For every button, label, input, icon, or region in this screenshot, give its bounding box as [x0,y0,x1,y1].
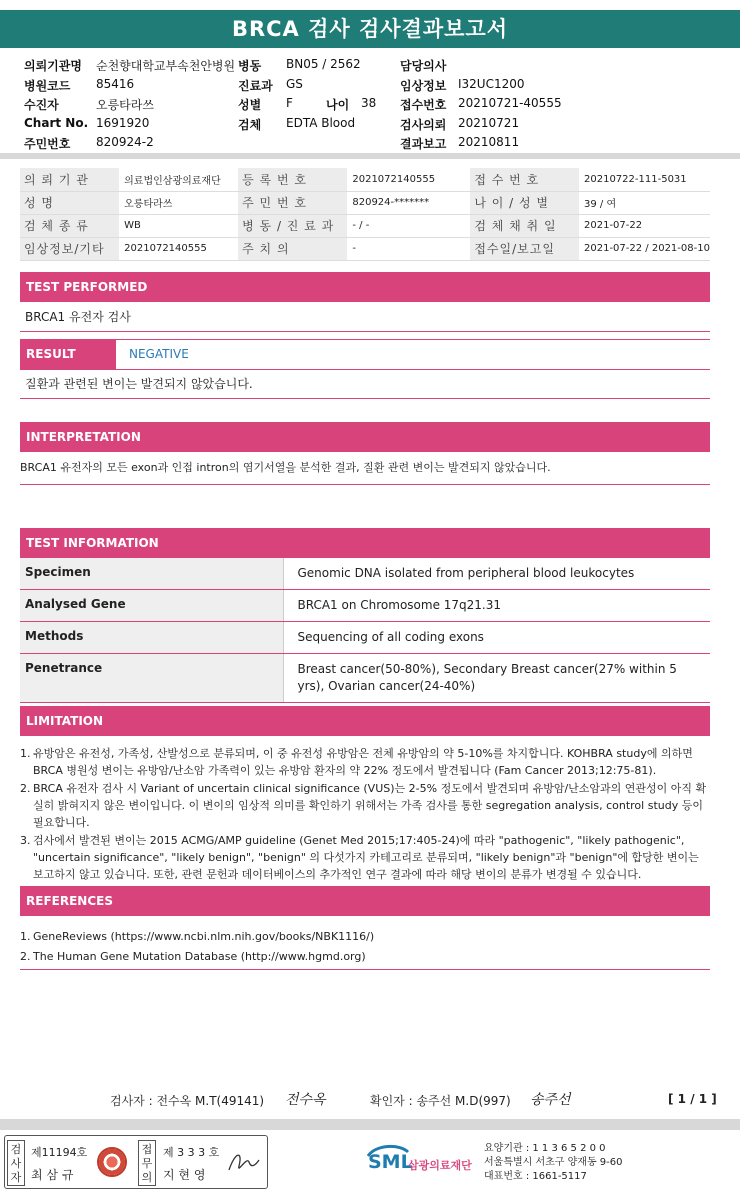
test-info-label: Methods [20,622,283,654]
box2-name: 지 현 영 [163,1168,206,1182]
header-value: 20210811 [458,135,520,149]
test-performed-text: BRCA1 유전자 검사 [25,310,131,324]
header-value: BN05 / 2562 [286,57,361,71]
result-value: NEGATIVE [129,347,189,361]
header-label: 검체 [238,118,262,132]
patient-field-value: 오릉타라쓰 [119,191,238,214]
header-value: F [286,96,293,110]
organization-name: 삼광의료재단 [408,1159,472,1172]
patient-info-row [20,168,710,191]
tester-info: 검사자 : 전수옥 M.T(49141) [110,1094,265,1108]
header-value: I32UC1200 [458,77,525,91]
limitation-number: 2. [20,782,31,795]
header-label: 접수번호 [400,98,447,112]
header-label: 임상정보 [400,79,447,93]
patient-field-value: - / - [347,214,470,237]
signature-icon [225,1148,261,1178]
reference-number: 1. [20,930,31,943]
test-information-heading: TEST INFORMATION [20,528,710,558]
patient-field-label: 주 민 번 호 [238,191,347,214]
report-title: BRCA 검사 검사결과보고서 [0,10,740,48]
header-label: 병동 [238,59,262,73]
result-text: 질환과 관련된 변이는 발견되지 않았습니다. [25,377,253,391]
divider [20,969,710,970]
certification-box [4,1135,268,1189]
patient-field-value: 2021072140555 [119,237,238,260]
test-information-table [20,558,710,703]
header-value: 85416 [96,77,135,91]
patient-field-value: 의료법인삼광의료재단 [119,168,238,191]
header-label: 의뢰기관명 [24,59,82,73]
patient-field-label: 주 치 의 [238,237,347,260]
test-info-label: Specimen [20,558,283,590]
test-info-value: Genomic DNA isolated from peripheral blood leukocytes [283,558,710,590]
header-value: 1691920 [96,116,150,130]
patient-field-label: 검 체 채 취 일 [470,214,579,237]
limitation-number: 3. [20,834,31,847]
header-label: 검사의뢰 [400,118,447,132]
reviewer-signature: 송주선 [530,1092,571,1108]
patient-info-row [20,214,710,237]
header-value: 20210721-40555 [458,96,562,110]
limitation-heading: LIMITATION [20,706,710,736]
box1-number: 제11194호 [31,1146,88,1159]
institution-phone: 대표번호 : 1661-5117 [484,1171,587,1182]
header-label: 주민번호 [24,137,71,151]
header-value: EDTA Blood [286,116,356,130]
divider [20,369,710,370]
reviewer-info: 확인자 : 송주선 M.D(997) [370,1094,511,1108]
header-label: 진료과 [238,79,273,93]
patient-info-row [20,191,710,214]
patient-field-value: 2021-07-22 [579,214,710,237]
header-label: 병원코드 [24,79,71,93]
patient-field-value: WB [119,214,238,237]
divider [20,331,710,332]
header-value: GS [286,77,303,91]
patient-field-label: 병 동 / 진 료 과 [238,214,347,237]
institution-code: 요양기관 : 1 1 3 6 5 2 0 0 [484,1143,606,1154]
box2-label: 접무의 [138,1140,156,1186]
limitation-item [20,832,710,883]
limitation-item [20,780,710,831]
patient-field-label: 접 수 번 호 [470,168,579,191]
patient-field-label: 등 록 번 호 [238,168,347,191]
header-label: Chart No. [24,116,89,130]
box2-number: 제 3 3 3 호 [163,1146,220,1159]
header-value: 순천향대학교부속천안병원 [96,59,236,73]
header-value: 20210721 [458,116,520,130]
test-info-label: Analysed Gene [20,590,283,622]
test-info-row [20,622,710,654]
references-list [20,927,710,967]
patient-field-value: 20210722-111-5031 [579,168,710,191]
patient-field-value: 39 / 여 [579,191,710,214]
header-value: 오릉타라쓰 [96,98,154,112]
official-seal-icon [97,1147,127,1177]
header-label: 결과보고 [400,137,447,151]
patient-field-label: 의 뢰 기 관 [20,168,119,191]
patient-field-value: 820924-******* [347,191,470,214]
limitation-text: BRCA 유전자 검사 시 Variant of uncertain clinical significance (VUS)는 2-5% 정도에서 발견되며 유방암/난소암과의 연관성이 아직 확실히 밝혀지지 않은 변이입니다. 이 변이의 임상적 의미를 확인하기 위해서는 가족 검사를 통한 segregation analysis, control study 등이 필요합니다. [33,782,707,829]
footer-divider [0,1119,740,1130]
limitation-item [20,745,710,779]
test-info-value: Breast cancer(50-80%), Secondary Breast cancer(27% within 5 yrs), Ovarian cancer(24-40%) [283,654,710,703]
result-heading: RESULT [20,340,116,369]
test-performed-heading: TEST PERFORMED [20,272,710,302]
patient-field-value: 2021-07-22 / 2021-08-10 [579,237,710,260]
reference-item [20,927,710,947]
reference-text: The Human Gene Mutation Database (http://www.hgmd.org) [33,950,366,963]
limitation-list [20,745,710,884]
box1-label: 검사자 [7,1140,25,1186]
patient-info-table [20,168,710,261]
institution-info [484,1142,623,1184]
divider [20,484,710,485]
interpretation-heading: INTERPRETATION [20,422,710,452]
tester-signature: 전수옥 [285,1092,326,1108]
result-row [20,339,710,369]
age-label: 나이 [326,98,350,112]
header-value: 820924-2 [96,135,154,149]
reference-text: GeneReviews (https://www.ncbi.nlm.nih.gov/books/NBK1116/) [33,930,375,943]
reference-number: 2. [20,950,31,963]
test-info-row [20,654,710,703]
header-label: 수진자 [24,98,59,112]
patient-field-label: 나 이 / 성 별 [470,191,579,214]
test-info-row [20,590,710,622]
patient-field-label: 접수일/보고일 [470,237,579,260]
age-value: 38 [361,96,377,110]
patient-info-row [20,237,710,260]
box1-name: 최 삼 규 [31,1168,74,1182]
divider [20,398,710,399]
test-info-row [20,558,710,590]
patient-field-label: 임상정보/기타 [20,237,119,260]
test-info-value: Sequencing of all coding exons [283,622,710,654]
patient-field-label: 검 체 종 류 [20,214,119,237]
header-label: 성별 [238,98,262,112]
patient-field-value: - [347,237,470,260]
reference-item [20,947,710,967]
test-info-value: BRCA1 on Chromosome 17q21.31 [283,590,710,622]
interpretation-text: BRCA1 유전자의 모든 exon과 인접 intron의 염기서열을 분석한 결과, 질환 관련 변이는 발견되지 않았습니다. [20,461,551,474]
page-indicator: [ 1 / 1 ] [668,1092,717,1106]
header-label: 담당의사 [400,59,447,73]
limitation-text: 유방암은 유전성, 가족성, 산발성으로 분류되며, 이 중 유전성 유방암은 전체 유방암의 약 5-10%를 차지합니다. KOHBRA study에 의하면 BRCA 병원성 변이는 유방암/난소암 가족력이 있는 유방암 환자의 약 22% 정도에서 발견됩니다 (Fam Cancer 2013;12:75-81). [33,747,693,777]
header-divider [0,153,740,159]
references-heading: REFERENCES [20,886,710,916]
patient-field-label: 성 명 [20,191,119,214]
patient-field-value: 2021072140555 [347,168,470,191]
sml-logo-text: SML [368,1151,413,1173]
test-info-label: Penetrance [20,654,283,703]
limitation-text: 검사에서 발견된 변이는 2015 ACMG/AMP guideline (Genet Med 2015;17:405-24)에 따라 "pathogenic", "likely pathogenic", "uncertain significance", "likely benign", "benign" 의 다섯가지 카테고리로 분류되며, "likely benign"과 "benign"에 합당한 변이는 보고하지 않고 있습니다. 또한, 관련 문헌과 데이터베이스의 추가적인 연구 결과에 따라 해당 변이의 분류가 변경될 수 있습니다. [33,834,699,881]
limitation-number: 1. [20,747,31,760]
institution-address: 서울특별시 서초구 양재동 9-60 [484,1157,623,1168]
